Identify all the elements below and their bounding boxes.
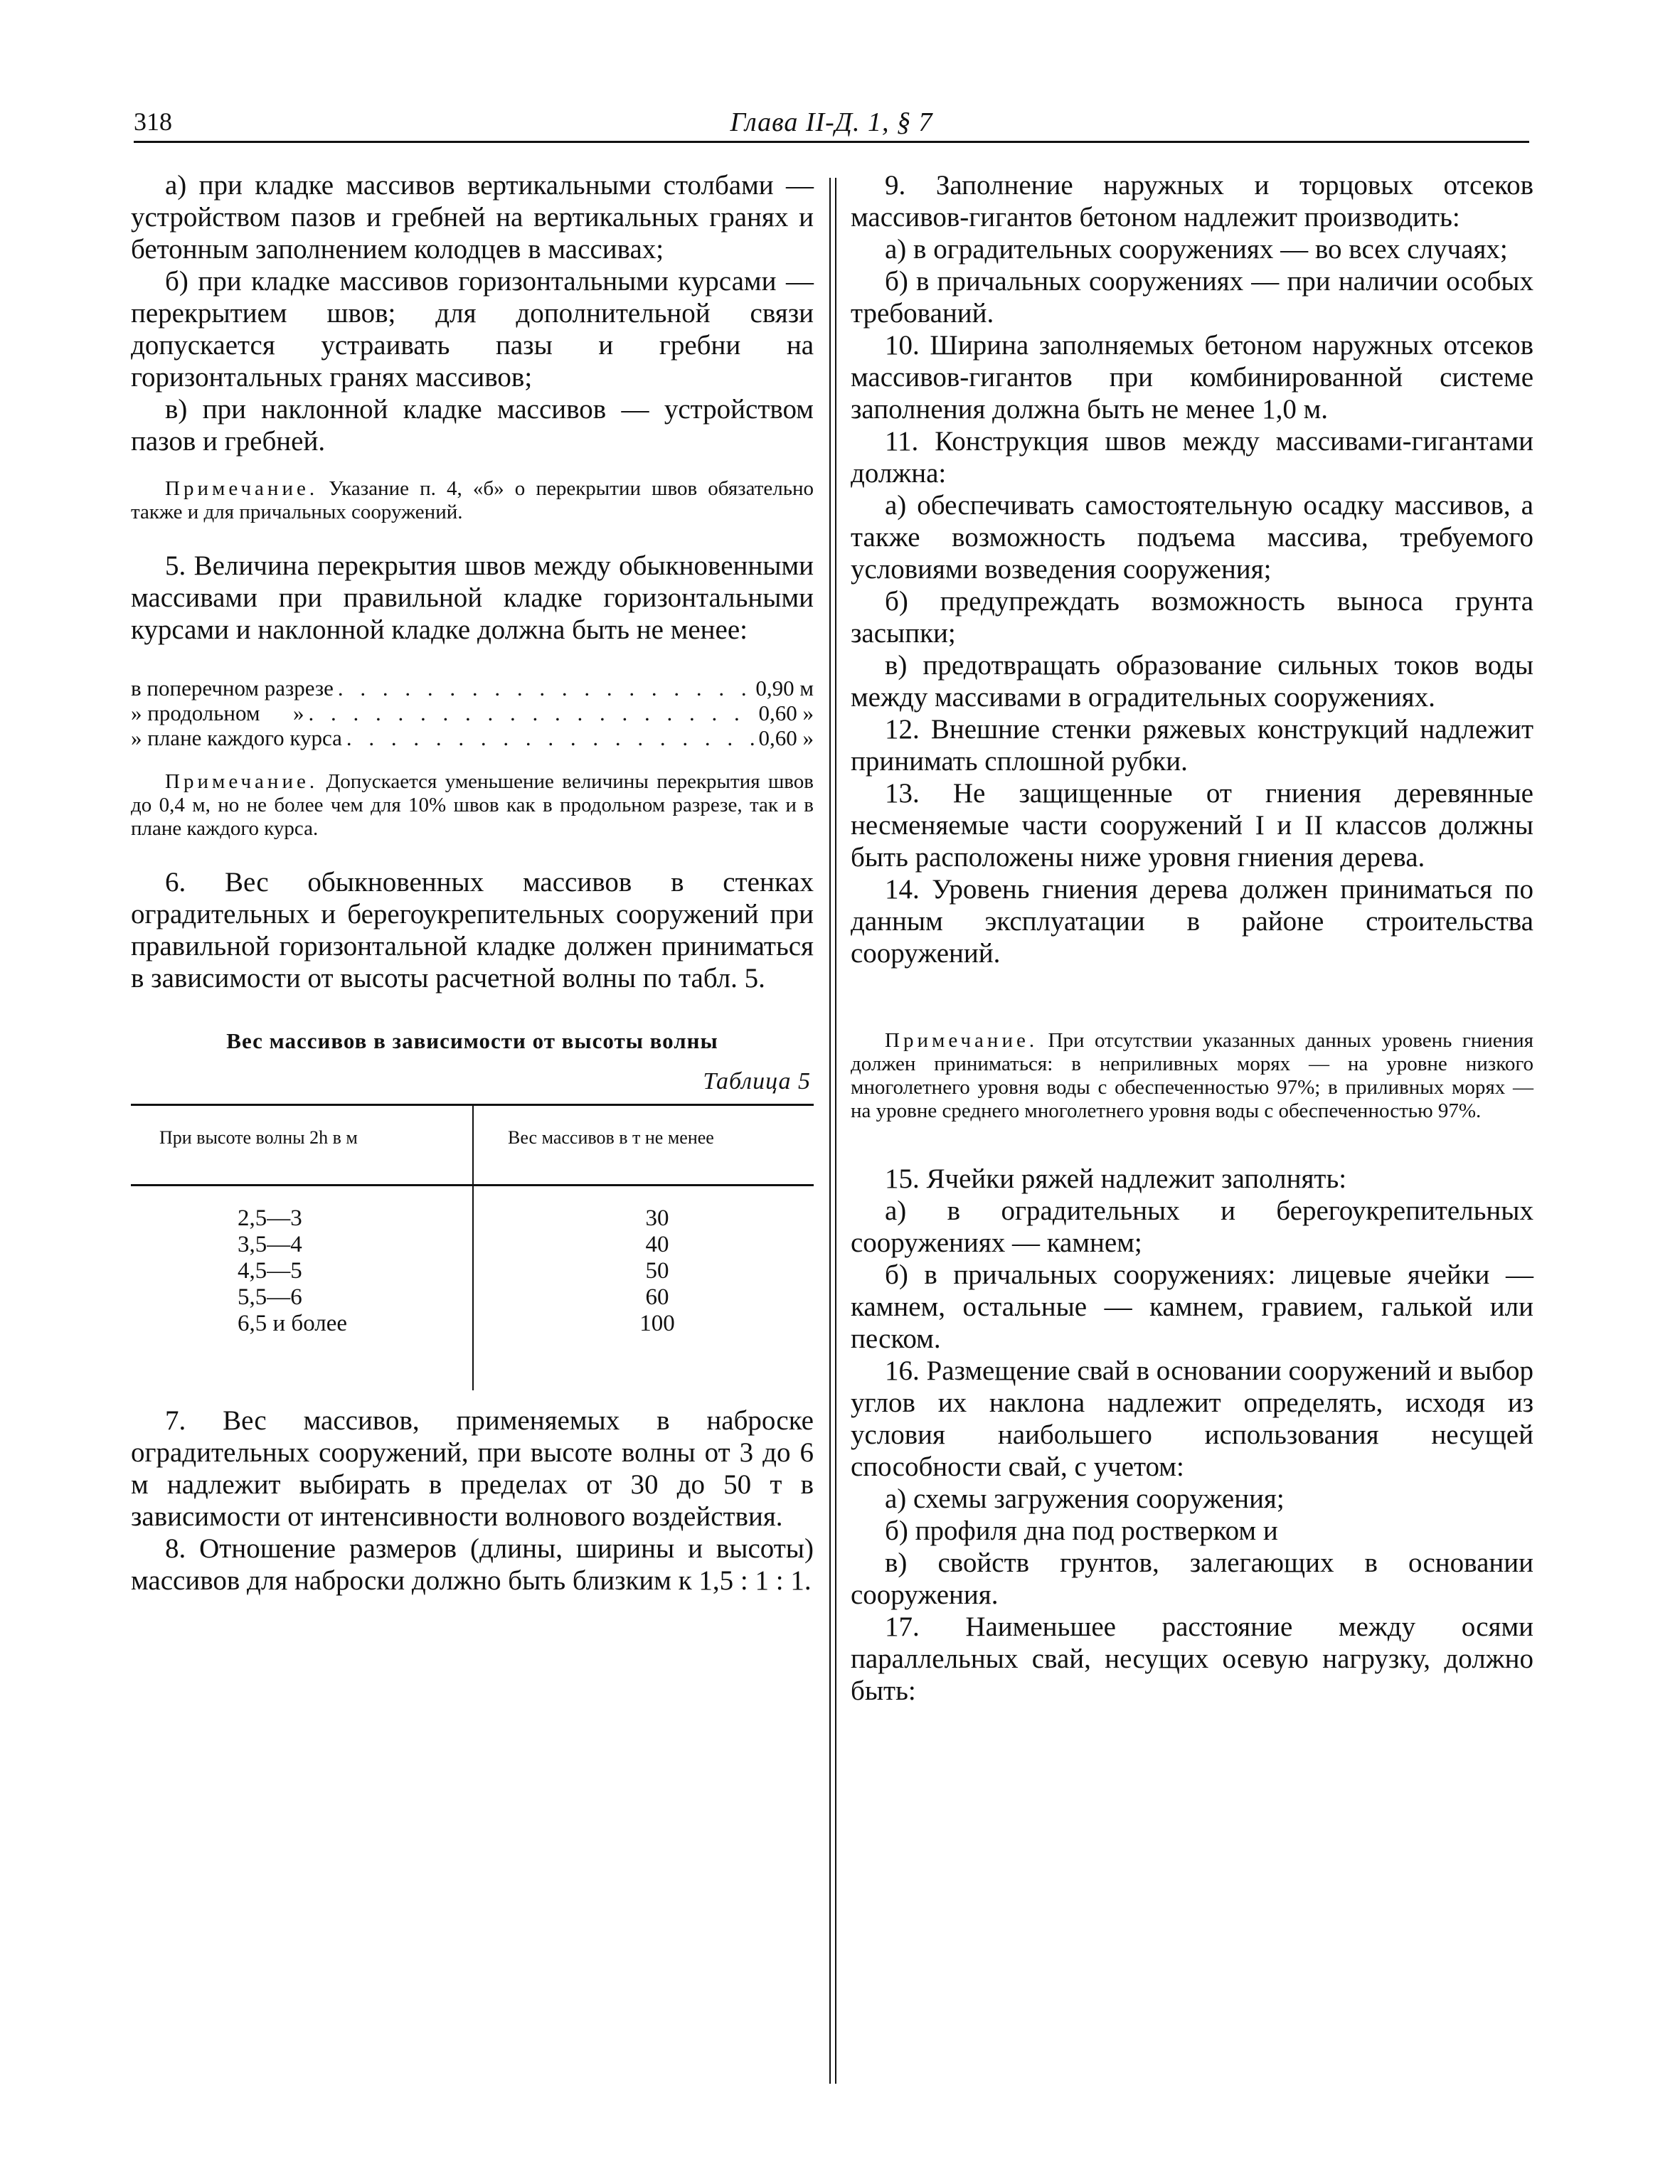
paragraph: в) при наклонной кладке массивов — устройством пазов и гребней. bbox=[131, 394, 814, 457]
table bbox=[131, 1104, 814, 1405]
paragraph: б) предупреждать возможность выноса грунта засыпки; bbox=[851, 586, 1533, 649]
table-cell: 6,5 и более bbox=[238, 1311, 348, 1336]
paragraph: 6. Вес обыкновенных массивов в стенках оградительных и берегоукрепительных сооружений при правильной горизонтальной кладке должен приниматься в зависимости от высоты расчетной волны по табл. 5. bbox=[131, 867, 814, 994]
note-label: Примечание. bbox=[885, 1029, 1038, 1052]
page-header bbox=[134, 107, 1529, 139]
table-cell: 30 bbox=[645, 1205, 669, 1231]
list-item bbox=[131, 701, 814, 725]
table-header: При высоте волны 2h в м bbox=[159, 1127, 358, 1148]
paragraph: 8. Отношение размеров (длины, ширины и высоты) массивов для наброски должно быть близким к 1,5 : 1 : 1. bbox=[131, 1533, 814, 1596]
paragraph: а) обеспечивать самостоятельную осадку массивов, а также возможность подъема массива, требуемого условиями возведения сооружения; bbox=[851, 490, 1533, 585]
paragraph: а) схемы загружения сооружения; bbox=[885, 1483, 1285, 1514]
list-item bbox=[131, 676, 814, 701]
paragraph: б) в причальных сооружениях — при наличии особых требований. bbox=[851, 266, 1533, 329]
paragraph: в) свойств грунтов, залегающих в основании сооружения. bbox=[851, 1548, 1533, 1610]
header-rule bbox=[134, 141, 1529, 143]
table-cell: 100 bbox=[639, 1311, 675, 1336]
note bbox=[131, 770, 814, 841]
table-cell: 60 bbox=[645, 1284, 669, 1310]
paragraph: 14. Уровень гниения дерева должен приниматься по данным эксплуатации в районе строительства сооружений. bbox=[851, 874, 1533, 969]
paragraph: 9. Заполнение наружных и торцовых отсеков массивов-гигантов бетоном надлежит производить: bbox=[851, 170, 1533, 233]
paragraph: в) предотвращать образование сильных токов воды между массивами в оградительных сооружениях. bbox=[851, 650, 1533, 713]
right-column bbox=[851, 169, 1533, 1707]
table-cell: 2,5—3 bbox=[238, 1205, 302, 1231]
paragraph: 5. Величина перекрытия швов между обыкновенными массивами при правильной кладке горизонтальными курсами и наклонной кладке должна быть не менее: bbox=[131, 550, 814, 645]
note-text: Допускается уменьшение величины перекрытия швов до 0,4 м, но не более чем для 10% швов как в продольном разрезе, так и в плане каждого курса. bbox=[131, 770, 814, 840]
list-item bbox=[131, 725, 814, 750]
table-cell: 5,5—6 bbox=[238, 1284, 302, 1310]
paragraph: 17. Наименьшее расстояние между осями параллельных свай, несущих осевую нагрузку, должно быть: bbox=[851, 1612, 1533, 1706]
list-label: » плане каждого курса bbox=[131, 725, 342, 750]
table-cell: 50 bbox=[645, 1258, 669, 1284]
column-divider bbox=[835, 178, 836, 2084]
paragraph: 16. Размещение свай в основании сооружений и выбор углов их наклона надлежит определять, исходя из условия наибольшего использования несущей способности свай, с учетом: bbox=[851, 1355, 1533, 1482]
paragraph: 13. Не защищенные от гниения деревянные несменяемые части сооружений I и II классов должны быть расположены ниже уровня гниения дерева. bbox=[851, 778, 1533, 873]
paragraph: 12. Внешние стенки ряжевых конструкций надлежит принимать сплошной рубки. bbox=[851, 714, 1533, 777]
paragraph: 11. Конструкция швов между массивами-гигантами должна: bbox=[851, 426, 1533, 489]
table-cell: 3,5—4 bbox=[238, 1232, 302, 1257]
note-label: Примечание. bbox=[165, 477, 319, 500]
dotted-list bbox=[131, 676, 814, 750]
table-column bbox=[238, 1205, 347, 1337]
page-number: 318 bbox=[134, 107, 172, 136]
paragraph: а) при кладке массивов вертикальными столбами — устройством пазов и гребней на вертикальных гранях и бетонным заполнением колодцев в массивах; bbox=[131, 170, 814, 265]
column-divider bbox=[829, 178, 831, 2084]
note bbox=[131, 477, 814, 524]
paragraph: а) в оградительных сооружениях — во всех случаях; bbox=[885, 234, 1508, 265]
table-title: Вес массивов в зависимости от высоты волны bbox=[226, 1028, 718, 1053]
list-value: 0,60 » bbox=[758, 701, 814, 725]
table-cell: 40 bbox=[645, 1232, 669, 1257]
list-label: в поперечном разрезе bbox=[131, 676, 334, 701]
paragraph: б) в причальных сооружениях: лицевые ячейки — камнем, остальные — камнем, гравием, галькой или песком. bbox=[851, 1259, 1533, 1354]
table-cell: 4,5—5 bbox=[238, 1258, 302, 1284]
paragraph: а) в оградительных и берегоукрепительных сооружениях — камнем; bbox=[851, 1195, 1533, 1258]
note-label: Примечание. bbox=[165, 770, 319, 793]
paragraph: 7. Вес массивов, применяемых в наброске оградительных сооружений, при высоте волны от 3 до 6 м надлежит выбирать в пределах от 30 до 50 т в зависимости от интенсивности волнового воздействия. bbox=[131, 1405, 814, 1532]
running-title: Глава II-Д. 1, § 7 bbox=[730, 107, 933, 137]
paragraph: 15. Ячейки ряжей надлежит заполнять: bbox=[885, 1163, 1347, 1194]
paragraph: 10. Ширина заполняемых бетоном наружных отсеков массивов-гигантов при комбинированной системе заполнения должна быть не менее 1,0 м. bbox=[851, 330, 1533, 425]
table-column bbox=[615, 1205, 700, 1337]
table-header: Вес массивов в т не менее bbox=[508, 1127, 714, 1148]
list-label: » продольном » bbox=[131, 701, 304, 725]
paragraph: б) профиля дна под ростверком и bbox=[885, 1516, 1278, 1546]
list-value: 0,90 м bbox=[755, 676, 814, 701]
note-text: При отсутствии указанных данных уровень гниения должен приниматься: в неприливных морях — на уровне низкого многолетнего уровня воды с обеспеченностью 97%; в приливных морях — на уровне среднего многолетнего уровня воды с обеспеченностью 97%. bbox=[851, 1029, 1533, 1122]
list-value: 0,60 » bbox=[758, 725, 814, 750]
paragraph: б) при кладке массивов горизонтальными курсами — перекрытием швов; для дополнительной связи допускается устраивать пазы и гребни на горизонтальных гранях массивов; bbox=[131, 266, 814, 393]
note-text: Указание п. 4, «б» о перекрытии швов обязательно также и для причальных сооружений. bbox=[131, 477, 814, 523]
note bbox=[851, 1029, 1533, 1123]
table-label: Таблица 5 bbox=[703, 1068, 811, 1094]
left-column bbox=[131, 169, 814, 1597]
